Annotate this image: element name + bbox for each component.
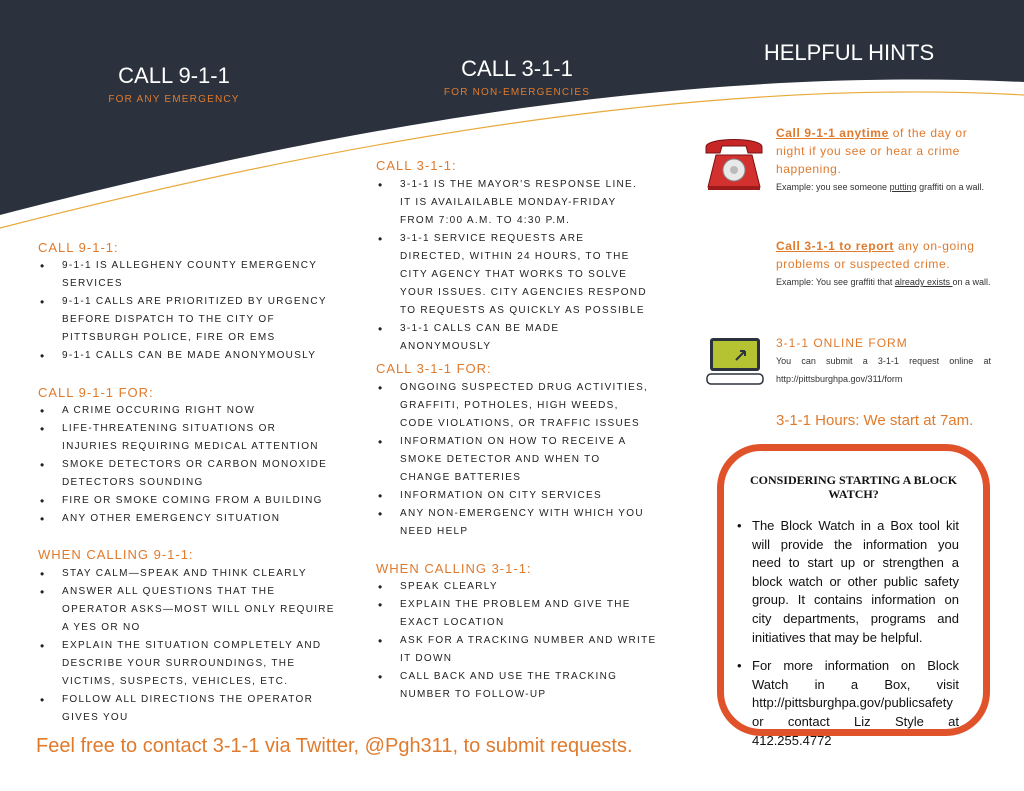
list-item: • INFORMATION ON CITY SERVICES <box>400 487 650 505</box>
hint-call-311 <box>776 237 991 291</box>
list-item: • 9-1-1 IS ALLEGHENY COUNTY EMERGENCY SERVICES <box>62 257 332 293</box>
list-item: • 3-1-1 SERVICE REQUESTS ARE DIRECTED, WITHIN 24 HOURS, TO THE CITY AGENCY THAT WORKS TO SOLVE YOUR ISSUES. CITY AGENCIES RESPOND TO REQUESTS AS QUICKLY AS POSSIBLE <box>400 230 650 320</box>
red-telephone-icon <box>702 131 766 193</box>
header-title-911: CALL 9-1-1 <box>118 63 230 88</box>
hint-311-example-underline: already exists <box>894 277 953 287</box>
header-title-311: CALL 3-1-1 <box>461 56 573 81</box>
list-call-911 <box>38 257 332 365</box>
hint-911-example: Example: you see someone <box>776 182 890 192</box>
list-item: • INFORMATION ON HOW TO RECEIVE A SMOKE DETECTOR AND WHEN TO CHANGE BATTERIES <box>400 433 650 487</box>
section-title-call-311-for: CALL 3-1-1 FOR: <box>376 361 492 376</box>
list-item: • ANY OTHER EMERGENCY SITUATION <box>62 510 332 528</box>
laptop-icon <box>706 336 764 388</box>
hint-311-example: Example: You see graffiti that <box>776 277 895 287</box>
list-item: • The Block Watch in a Box tool kit will provide the information you need to start up or strengthen a block watch or other public safety group. It contains information on city departments, programs and initiatives that may be helpful. <box>752 517 959 647</box>
list-call-311 <box>376 176 650 356</box>
list-item: • A CRIME OCCURING RIGHT NOW <box>62 402 332 420</box>
list-item: • SPEAK CLEARLY <box>400 578 660 596</box>
block-watch-box <box>717 444 990 748</box>
list-item: • STAY CALM—SPEAK AND THINK CLEARLY <box>62 565 342 583</box>
list-item: • ASK FOR A TRACKING NUMBER AND WRITE IT DOWN <box>400 632 660 668</box>
list-item: • SMOKE DETECTORS OR CARBON MONOXIDE DETECTORS SOUNDING <box>62 456 332 492</box>
block-watch-list <box>752 517 959 760</box>
list-call-311-for <box>376 379 650 541</box>
hint-call-911 <box>776 124 991 196</box>
footer-twitter-note: Feel free to contact 3-1-1 via Twitter, @Pgh311, to submit requests. <box>36 735 633 757</box>
hint-311-lead: Call 3-1-1 to report <box>776 239 895 253</box>
list-call-911-for <box>38 402 332 528</box>
list-item: • LIFE-THREATENING SITUATIONS OR INJURIES REQUIRING MEDICAL ATTENTION <box>62 420 332 456</box>
section-title-when-calling-311: WHEN CALLING 3-1-1: <box>376 561 532 576</box>
list-item: • For more information on Block Watch in a Box, visit http://pittsburghpa.gov/publicsafety or contact Liz Style at 412.255.4772 <box>752 657 959 750</box>
hours-text: 3-1-1 Hours: We start at 7am. <box>776 412 974 429</box>
online-form-text: You can submit a 3-1-1 request online at http://pittsburghpa.gov/311/form <box>776 356 991 384</box>
list-item: • 9-1-1 CALLS ARE PRIORITIZED BY URGENCY BEFORE DISPATCH TO THE CITY OF PITTSBURGH POLICE, FIRE OR EMS <box>62 293 332 347</box>
section-title-call-311: CALL 3-1-1: <box>376 158 457 173</box>
list-item: • EXPLAIN THE SITUATION COMPLETELY AND DESCRIBE YOUR SURROUNDINGS, THE VICTIMS, SUSPECTS, VEHICLES, ETC. <box>62 637 342 691</box>
section-title-call-911: CALL 9-1-1: <box>38 240 119 255</box>
list-item: • 3-1-1 CALLS CAN BE MADE ANONYMOUSLY <box>400 320 650 356</box>
list-when-calling-911 <box>38 565 342 727</box>
list-item: • FIRE OR SMOKE COMING FROM A BUILDING <box>62 492 332 510</box>
list-item: • EXPLAIN THE PROBLEM AND GIVE THE EXACT LOCATION <box>400 596 660 632</box>
section-title-call-911-for: CALL 9-1-1 FOR: <box>38 385 154 400</box>
list-item: • ANY NON-EMERGENCY WITH WHICH YOU NEED HELP <box>400 505 650 541</box>
list-item: • ANSWER ALL QUESTIONS THAT THE OPERATOR ASKS—MOST WILL ONLY REQUIRE A YES OR NO <box>62 583 342 637</box>
hint-311-text: any on-going problems or suspected crime. <box>776 239 975 271</box>
hint-311-example-end: on a wall. <box>952 277 991 287</box>
hint-911-example-end: graffiti on a wall. <box>916 182 984 192</box>
header-subtitle-311: FOR NON-EMERGENCIES <box>443 87 591 98</box>
hint-online-form <box>776 334 991 388</box>
hint-911-example-underline: putting <box>889 182 917 192</box>
list-when-calling-311 <box>376 578 660 704</box>
list-item: • 3-1-1 IS THE MAYOR'S RESPONSE LINE. IT IS AVAILAILABLE MONDAY-FRIDAY FROM 7:00 A.M. TO 4:30 P.M. <box>400 176 650 230</box>
list-item: • ONGOING SUSPECTED DRUG ACTIVITIES, GRAFFITI, POTHOLES, HIGH WEEDS, CODE VIOLATIONS, OR TRAFFIC ISSUES <box>400 379 650 433</box>
header-subtitle-911: FOR ANY EMERGENCY <box>108 94 240 105</box>
list-item: • CALL BACK AND USE THE TRACKING NUMBER TO FOLLOW-UP <box>400 668 660 704</box>
list-item: • FOLLOW ALL DIRECTIONS THE OPERATOR GIVES YOU <box>62 691 342 727</box>
block-watch-title: CONSIDERING STARTING A BLOCK WATCH? <box>749 473 958 501</box>
online-form-title: 3-1-1 ONLINE FORM <box>776 336 908 350</box>
hint-911-text: of the day or night if you see or hear a crime happening. <box>776 126 968 176</box>
hint-911-lead: Call 9-1-1 anytime <box>776 126 889 140</box>
header-title-hints: HELPFUL HINTS <box>763 40 935 65</box>
list-item: • 9-1-1 CALLS CAN BE MADE ANONYMOUSLY <box>62 347 332 365</box>
section-title-when-calling-911: WHEN CALLING 9-1-1: <box>38 547 194 562</box>
